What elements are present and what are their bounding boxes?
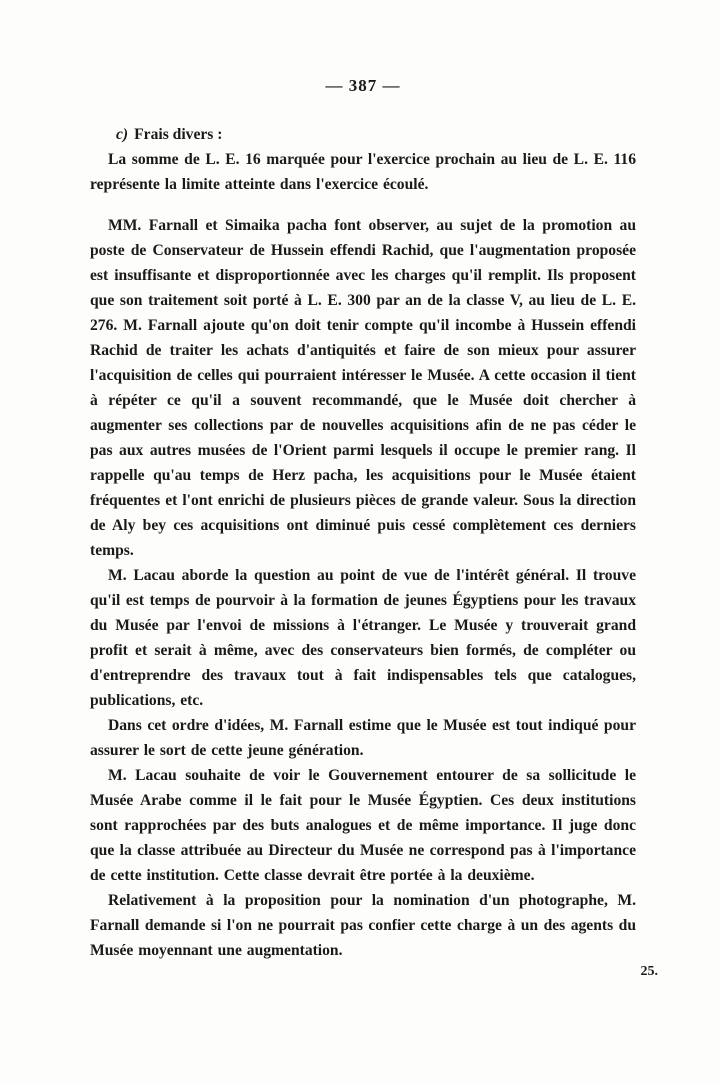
paragraph: MM. Farnall et Simaika pacha font observer, au sujet de la promotion au poste de Conservateur de Hussein effendi Rachid, que l'augmentation proposée est insuffisante et disproportionnée avec les charges qu'il remplit. Ils proposent que son traitement soit porté à L. E. 300 par an de la classe V, au lieu de L. E. 276. M. Farnall ajoute qu'on doit tenir compte qu'il incombe à Hussein effendi Rachid de traiter les achats d'antiquités et faire de son mieux pour assurer l'acquisition de celles qui pourraient intéresser le Musée. A cette occasion il tient à répéter ce qu'il a souvent recommandé, que le Musée doit chercher à augmenter ses collections par de nouvelles acquisitions afin de ne pas céder le pas aux autres musées de l'Orient parmi lesquels il occupe le premier rang. Il rappelle qu'au temps de Herz pacha, les acquisitions pour le Musée étaient fréquentes et l'ont enrichi de plusieurs pièces de grande valeur. Sous la direction de Aly bey ces acquisitions ont diminué puis cessé complètement ces derniers temps. xyxy=(90,217,636,559)
paragraph: M. Lacau aborde la question au point de vue de l'intérêt général. Il trouve qu'il est temps de pourvoir à la formation de jeunes Égyptiens pour les travaux du Musée par l'envoi de missions à l'étranger. Le Musée y trouverait grand profit et serait à même, avec des conservateurs bien formés, de compléter ou d'entreprendre des travaux tout à fait indispensables tels que catalogues, publications, etc. xyxy=(90,567,636,709)
paragraph: La somme de L. E. 16 marquée pour l'exercice prochain au lieu de L. E. 116 représente la limite atteinte dans l'exercice écoulé. xyxy=(90,151,636,193)
page-number: — 387 — xyxy=(325,76,401,95)
section-heading-label: Frais divers : xyxy=(134,126,223,143)
paragraph: Relativement à la proposition pour la nomination d'un photographe, M. Farnall demande si l'on ne pourrait pas confier cette charge à un des agents du Musée moyennant une augmentation. xyxy=(90,892,636,959)
paragraph: M. Lacau souhaite de voir le Gouvernement entourer de sa sollicitude le Musée Arabe comme il le fait pour le Musée Égyptien. Ces deux institutions sont rapprochées par des buts analogues et de même importance. Il juge donc que la classe attribuée au Directeur du Musée ne correspond pas à l'importance de cette institution. Cette classe devrait être portée à la deuxième. xyxy=(90,767,636,884)
signature-mark: 25. xyxy=(640,964,658,979)
section-marker: c) xyxy=(116,126,129,143)
paragraph: Dans cet ordre d'idées, M. Farnall estime que le Musée est tout indiqué pour assurer le sort de cette jeune génération. xyxy=(90,717,636,759)
section-heading xyxy=(90,122,636,147)
text-block xyxy=(90,76,636,963)
